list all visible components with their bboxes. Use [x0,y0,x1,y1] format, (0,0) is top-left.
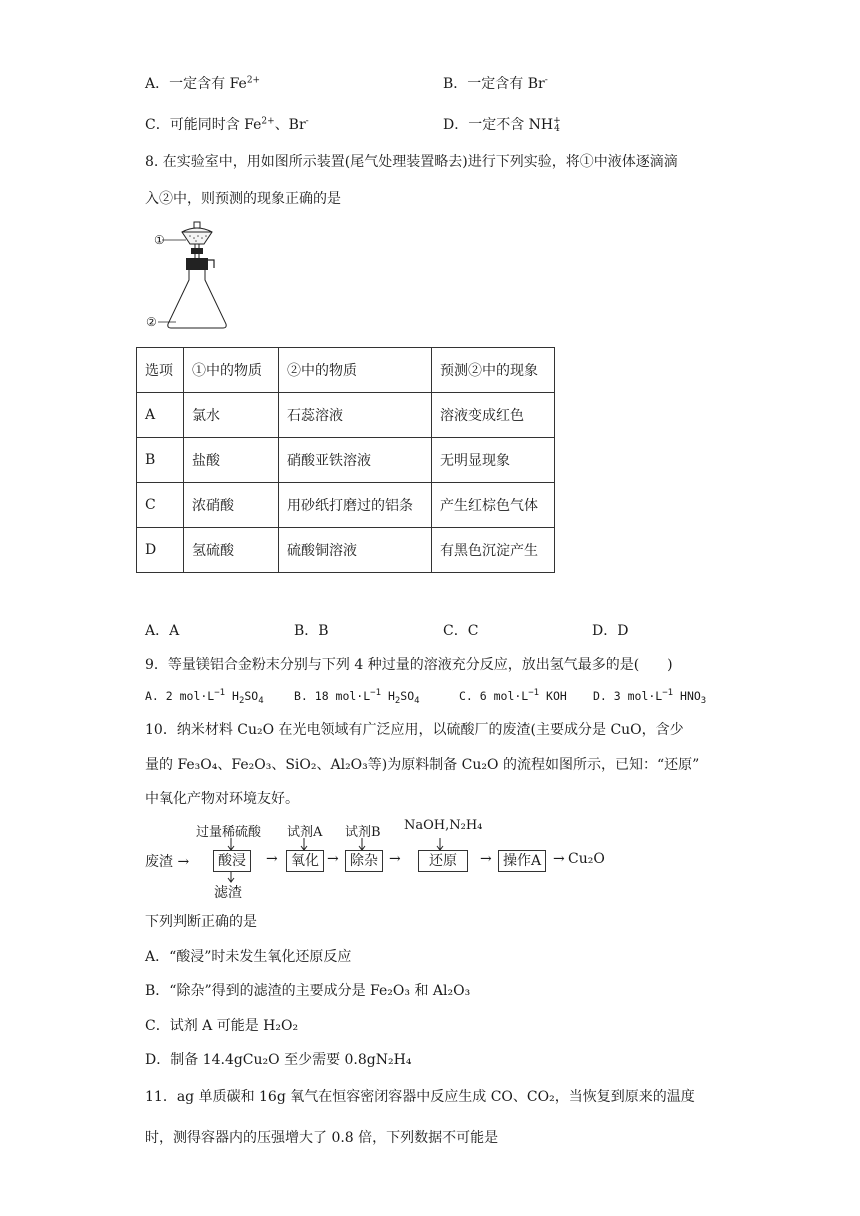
q10-option-a: A．“酸浸”时未发生氧化还原反应 [145,949,352,965]
table-row [137,438,555,483]
table-cell: 石蕊溶液 [279,393,432,438]
q11-stem-line1: 11．ag 单质碳和 16g 氧气在恒容密闭容器中反应生成 CO、CO₂，当恢复到原来的温度 [145,1089,695,1105]
q9-stem: 9．等量镁铝合金粉末分别与下列 4 种过量的溶液充分反应，放出氢气最多的是( ) [145,657,673,673]
product-cu2o: Cu₂O [568,851,605,867]
flow-arrow: → [553,851,565,867]
table-cell: 产生红棕色气体 [432,483,555,528]
q10-option-d: D．制备 14.4gCu₂O 至少需要 0.8gN₂H₄ [145,1052,412,1068]
q8-option-b: B．B [294,623,329,639]
flow-arrow: → [327,851,339,867]
apparatus-label-2: ② [146,315,157,329]
q7-option-d: D．一定不含 NH+ 4 [443,116,561,134]
step-oxidize: 氧化 [286,850,324,872]
table-cell: B [137,438,184,483]
start-waste-residue: 废渣 → [145,854,190,870]
table-cell: D [137,528,184,573]
table-cell: 溶液变成红色 [432,393,555,438]
q8-stem-line1: 8. 在实验室中，用如图所示装置(尾气处理装置略去)进行下列实验，将①中液体逐滴滴 [145,154,678,170]
flow-arrow: → [480,851,492,867]
table-cell: A [137,393,184,438]
table-cell: ②中的物质 [279,348,432,393]
table-cell: 氢硫酸 [184,528,279,573]
table-cell: 有黑色沉淀产生 [432,528,555,573]
q10-prompt: 下列判断正确的是 [145,914,257,930]
table-cell: 用砂纸打磨过的铝条 [279,483,432,528]
q10-stem-line2: 量的 Fe₃O₄、Fe₂O₃、SiO₂、Al₂O₃等)为原料制备 Cu₂O 的流程如图所示，已知：“还原” [145,757,700,773]
table-row [137,393,555,438]
q8-option-d: D．D [592,623,629,639]
step-operation-a: 操作A [498,850,546,872]
table-cell: 氯水 [184,393,279,438]
q8-option-a: A．A [145,623,180,639]
q8-options-table [136,347,555,573]
q7-option-a: A．一定含有 $Fe^{2+}$ [145,75,261,92]
q8-stem-line2: 入②中，则预测的现象正确的是 [145,191,341,207]
q10-option-b: B．“除杂”得到的滤渣的主要成分是 Fe₂O₃ 和 Al₂O₃ [145,983,471,999]
step-remove-impurity: 除杂 [345,850,383,872]
q8-option-c: C．C [443,623,479,639]
table-cell: 无明显现象 [432,438,555,483]
q10-stem-line3: 中氧化产物对环境友好。 [145,791,299,807]
q10-option-c: C．试剂 A 可能是 H₂O₂ [145,1018,299,1034]
table-cell: 预测②中的现象 [432,348,555,393]
q11-stem-line2: 时，测得容器内的压强增大了 0.8 倍，下列数据不可能是 [145,1130,499,1146]
q9-option-b: B. 18 $mol\cdot L^{-1}$ $H_2SO_4$ [294,688,420,707]
table-row [137,483,555,528]
q9-option-d: D. 3 $mol\cdot L^{-1}$ $HNO_3$ [593,688,707,707]
apparatus-label-1: ① [154,233,165,247]
table-header-row [137,348,555,393]
q7-option-b: B．一定含有 Br- [443,75,548,92]
q9-option-c: C. 6 $mol\cdot L^{-1}$ KOH [459,688,567,703]
table-cell: 硫酸铜溶液 [279,528,432,573]
q9-option-a: A. 2 $mol\cdot L^{-1}$ $H_2SO_4$ [145,688,264,707]
reagent-dilute-sulfuric: 过量稀硫酸 [196,825,262,840]
reagent-naoh-n2h4: NaOH,N₂H₄ [404,818,483,833]
q7-option-c: C．可能同时含 $Fe^{2+}$、Br- [145,116,309,133]
table-cell: ①中的物质 [184,348,279,393]
filter-residue: 滤渣 [214,885,242,901]
table-cell: C [137,483,184,528]
step-reduce: 还原 [418,850,468,872]
reagent-a: 试剂A [287,825,323,840]
table-row [137,528,555,573]
step-acid-leach: 酸浸 [213,850,251,872]
flow-arrow: → [389,851,401,867]
q10-stem-line1: 10．纳米材料 Cu₂O 在光电领域有广泛应用，以硫酸厂的废渣(主要成分是 CuO，含少 [145,722,684,738]
table-cell: 选项 [137,348,184,393]
table-cell: 浓硝酸 [184,483,279,528]
flow-arrow: → [266,851,278,867]
table-cell: 硝酸亚铁溶液 [279,438,432,483]
table-cell: 盐酸 [184,438,279,483]
reagent-b: 试剂B [345,825,381,840]
